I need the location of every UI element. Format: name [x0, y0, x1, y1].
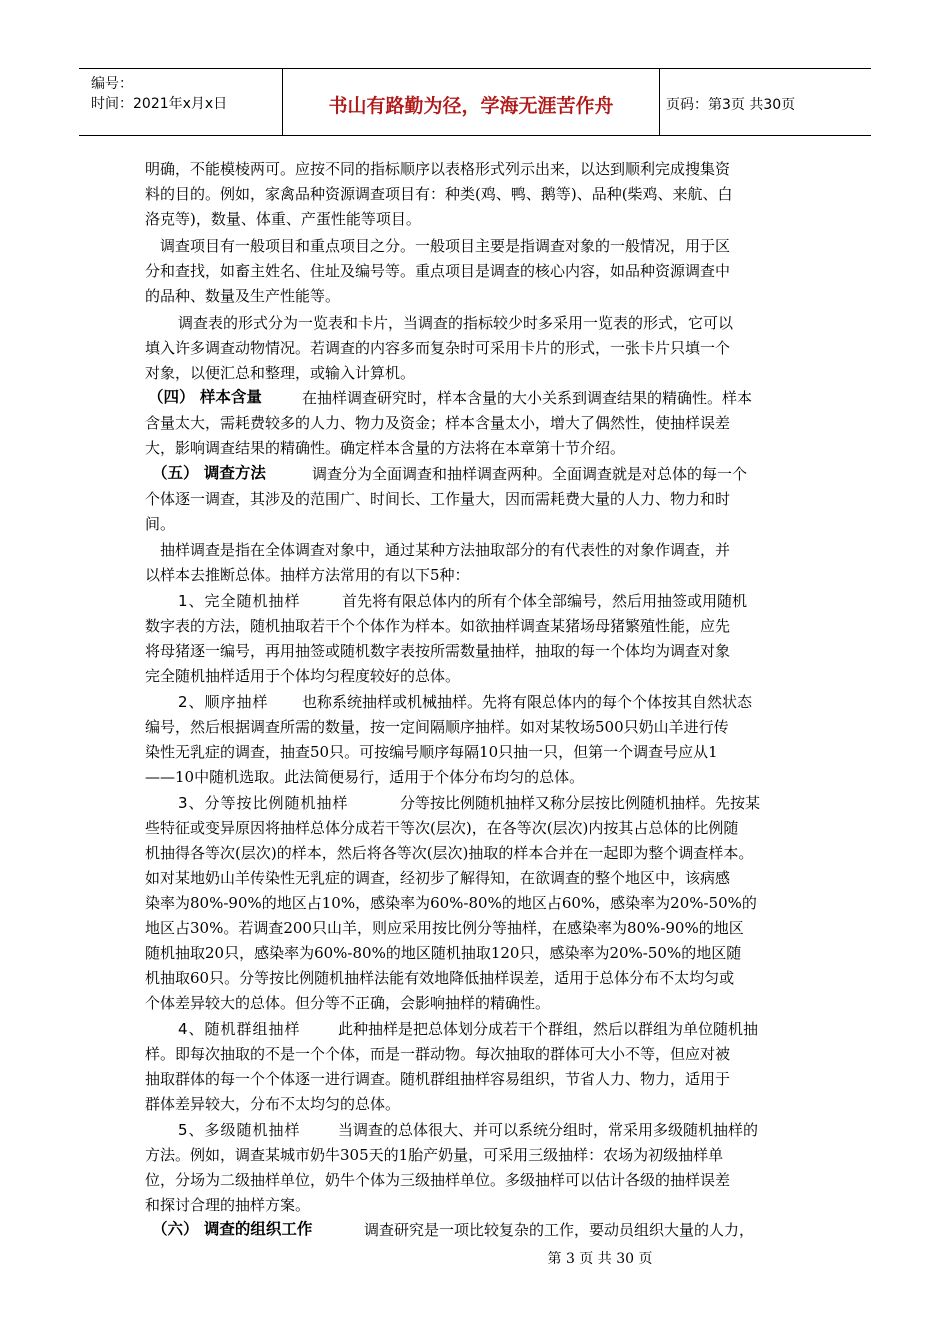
- text-line: 地区占30%。若调查200只山羊，则应采用按比例分等抽样，在感染率为80%-90%的地区: [145, 919, 744, 937]
- text-line: 方法。例如，调查某城市奶牛305天的1胎产奶量，可采用三级抽样：农场为初级抽样单: [145, 1146, 724, 1164]
- method-heading: 3、分等按比例随机抽样: [178, 794, 349, 812]
- text-line: 如对某地奶山羊传染性无乳症的调查，经初步了解得知，在欲调查的整个地区中，该病感: [145, 869, 731, 887]
- method-heading: 1、完全随机抽样: [178, 592, 301, 610]
- text-line: 分等按比例随机抽样又称分层按比例随机抽样。先按某: [400, 794, 761, 812]
- text-line: 编号，然后根据调查所需的数量，按一定间隔顺序抽样。如对某牧场500只奶山羊进行传: [145, 718, 729, 736]
- text-line: 样。即每次抽取的不是一个个体，而是一群动物。每次抽取的群体可大小不等，但应对被: [145, 1045, 731, 1063]
- text-line: 机抽取60只。分等按比例随机抽样法能有效地降低抽样误差，适用于总体分布不太均匀或: [145, 969, 735, 987]
- text-line: 机抽得各等次(层次)的样本，然后将各等次(层次)抽取的样本合并在一起即为整个调查样本。: [145, 844, 754, 862]
- footer-page-number: 第 3 页 共 30 页: [547, 1251, 653, 1267]
- text-line: 染性无乳症的调查，抽查50只。可按编号顺序每隔10只抽一只，但第一个调查号应从1: [145, 743, 718, 761]
- text-line: 分和查找，如畜主姓名、住址及编号等。重点项目是调查的核心内容，如品种资源调查中: [145, 262, 731, 280]
- text-line: 首先将有限总体内的所有个体全部编号，然后用抽签或用随机: [342, 592, 748, 610]
- section-heading: （五） 调查方法: [152, 464, 266, 482]
- text-line: 抽取群体的每一个个体逐一进行调查。随机群组抽样容易组织，节省人力、物力，适用于: [145, 1070, 731, 1088]
- text-line: 个体逐一调查，其涉及的范围广、时间长、工作量大，因而需耗费大量的人力、物力和时: [145, 490, 731, 508]
- text-line: 在抽样调查研究时，样本含量的大小关系到调查结果的精确性。样本: [302, 389, 753, 407]
- method-heading: 2、顺序抽样: [178, 693, 269, 711]
- text-line: 调查表的形式分为一览表和卡片，当调查的指标较少时多采用一览表的形式，它可以: [178, 314, 734, 332]
- text-line: 将母猪逐一编号，再用抽签或随机数字表按所需数量抽样，抽取的每一个体均为调查对象: [145, 642, 731, 660]
- text-line: 料的目的。例如，家禽品种资源调查项目有：种类(鸡、鸭、鹅等)、品种(柴鸡、来航、白: [145, 185, 733, 203]
- text-line: 明确，不能模棱两可。应按不同的指标顺序以表格形式列示出来，以达到顺利完成搜集资: [145, 160, 731, 178]
- header-page-cell: [660, 69, 871, 135]
- text-line: 和探讨合理的抽样方案。: [145, 1196, 311, 1214]
- text-line: 以样本去推断总体。抽样方法常用的有以下5种：: [145, 566, 470, 584]
- text-line: 含量太大，需耗费较多的人力、物力及资金；样本含量太小，增大了偶然性，使抽样误差: [145, 414, 731, 432]
- text-line: 完全随机抽样适用于个体均匀程度较好的总体。: [145, 667, 461, 685]
- text-line: ——10中随机选取。此法简便易行，适用于个体分布均匀的总体。: [145, 768, 585, 786]
- section-heading: （六） 调查的组织工作: [152, 1220, 313, 1238]
- text-line: 此种抽样是把总体划分成若干个群组，然后以群组为单位随机抽: [338, 1020, 759, 1038]
- text-line: 大，影响调查结果的精确性。确定样本含量的方法将在本章第十节介绍。: [145, 439, 626, 457]
- text-line: 调查研究是一项比较复杂的工作，要动员组织大量的人力，: [364, 1221, 755, 1239]
- text-line: 填入许多调查动物情况。若调查的内容多而复杂时可采用卡片的形式，一张卡片只填一个: [145, 339, 731, 357]
- header-page-info: 页码：第3页 共30页: [666, 97, 796, 113]
- page-header: [79, 68, 871, 136]
- text-line: 群体差异较大，分布不太均匀的总体。: [145, 1095, 401, 1113]
- header-info-cell: [79, 69, 283, 135]
- text-line: 染率为80%-90%的地区占10%，感染率为60%-80%的地区占60%，感染率为20%-50%的: [145, 894, 757, 912]
- page-footer: [0, 1248, 950, 1268]
- header-date-label: 时间：2021年x月x日: [91, 96, 228, 112]
- header-motto-cell: [283, 69, 660, 135]
- text-line: 抽样调查是指在全体调查对象中，通过某种方法抽取部分的有代表性的对象作调查，并: [160, 541, 731, 559]
- text-line: 间。: [145, 515, 176, 533]
- method-heading: 4、随机群组抽样: [178, 1020, 301, 1038]
- header-motto: 书山有路勤为径，学海无涯苦作舟: [328, 95, 614, 117]
- text-line: 位，分场为二级抽样单位，奶牛个体为三级抽样单位。多级抽样可以估计各级的抽样误差: [145, 1171, 731, 1189]
- text-line: 调查分为全面调查和抽样调查两种。全面调查就是对总体的每一个: [312, 465, 748, 483]
- text-line: 也称系统抽样或机械抽样。先将有限总体内的每个个体按其自然状态: [302, 693, 753, 711]
- text-line: 个体差异较大的总体。但分等不正确，会影响抽样的精确性。: [145, 994, 551, 1012]
- text-line: 的品种、数量及生产性能等。: [145, 287, 341, 305]
- header-code-label: 编号：: [91, 76, 133, 92]
- text-line: 当调查的总体很大、并可以系统分组时，常采用多级随机抽样的: [338, 1121, 759, 1139]
- text-line: 对象，以便汇总和整理，或输入计算机。: [145, 364, 416, 382]
- text-line: 调查项目有一般项目和重点项目之分。一般项目主要是指调查对象的一般情况，用于区: [160, 237, 731, 255]
- method-heading: 5、多级随机抽样: [178, 1121, 301, 1139]
- text-line: 数字表的方法，随机抽取若干个个体作为样本。如欲抽样调查某猪场母猪繁殖性能，应先: [145, 617, 731, 635]
- section-heading: （四） 样本含量: [148, 388, 262, 406]
- text-line: 些特征或变异原因将抽样总体分成若干等次(层次)，在各等次(层次)内按其占总体的比例随: [145, 819, 739, 837]
- text-line: 随机抽取20只，感染率为60%-80%的地区随机抽取120只，感染率为20%-50%的地区随: [145, 944, 742, 962]
- text-line: 洛克等)，数量、体重、产蛋性能等项目。: [145, 210, 421, 228]
